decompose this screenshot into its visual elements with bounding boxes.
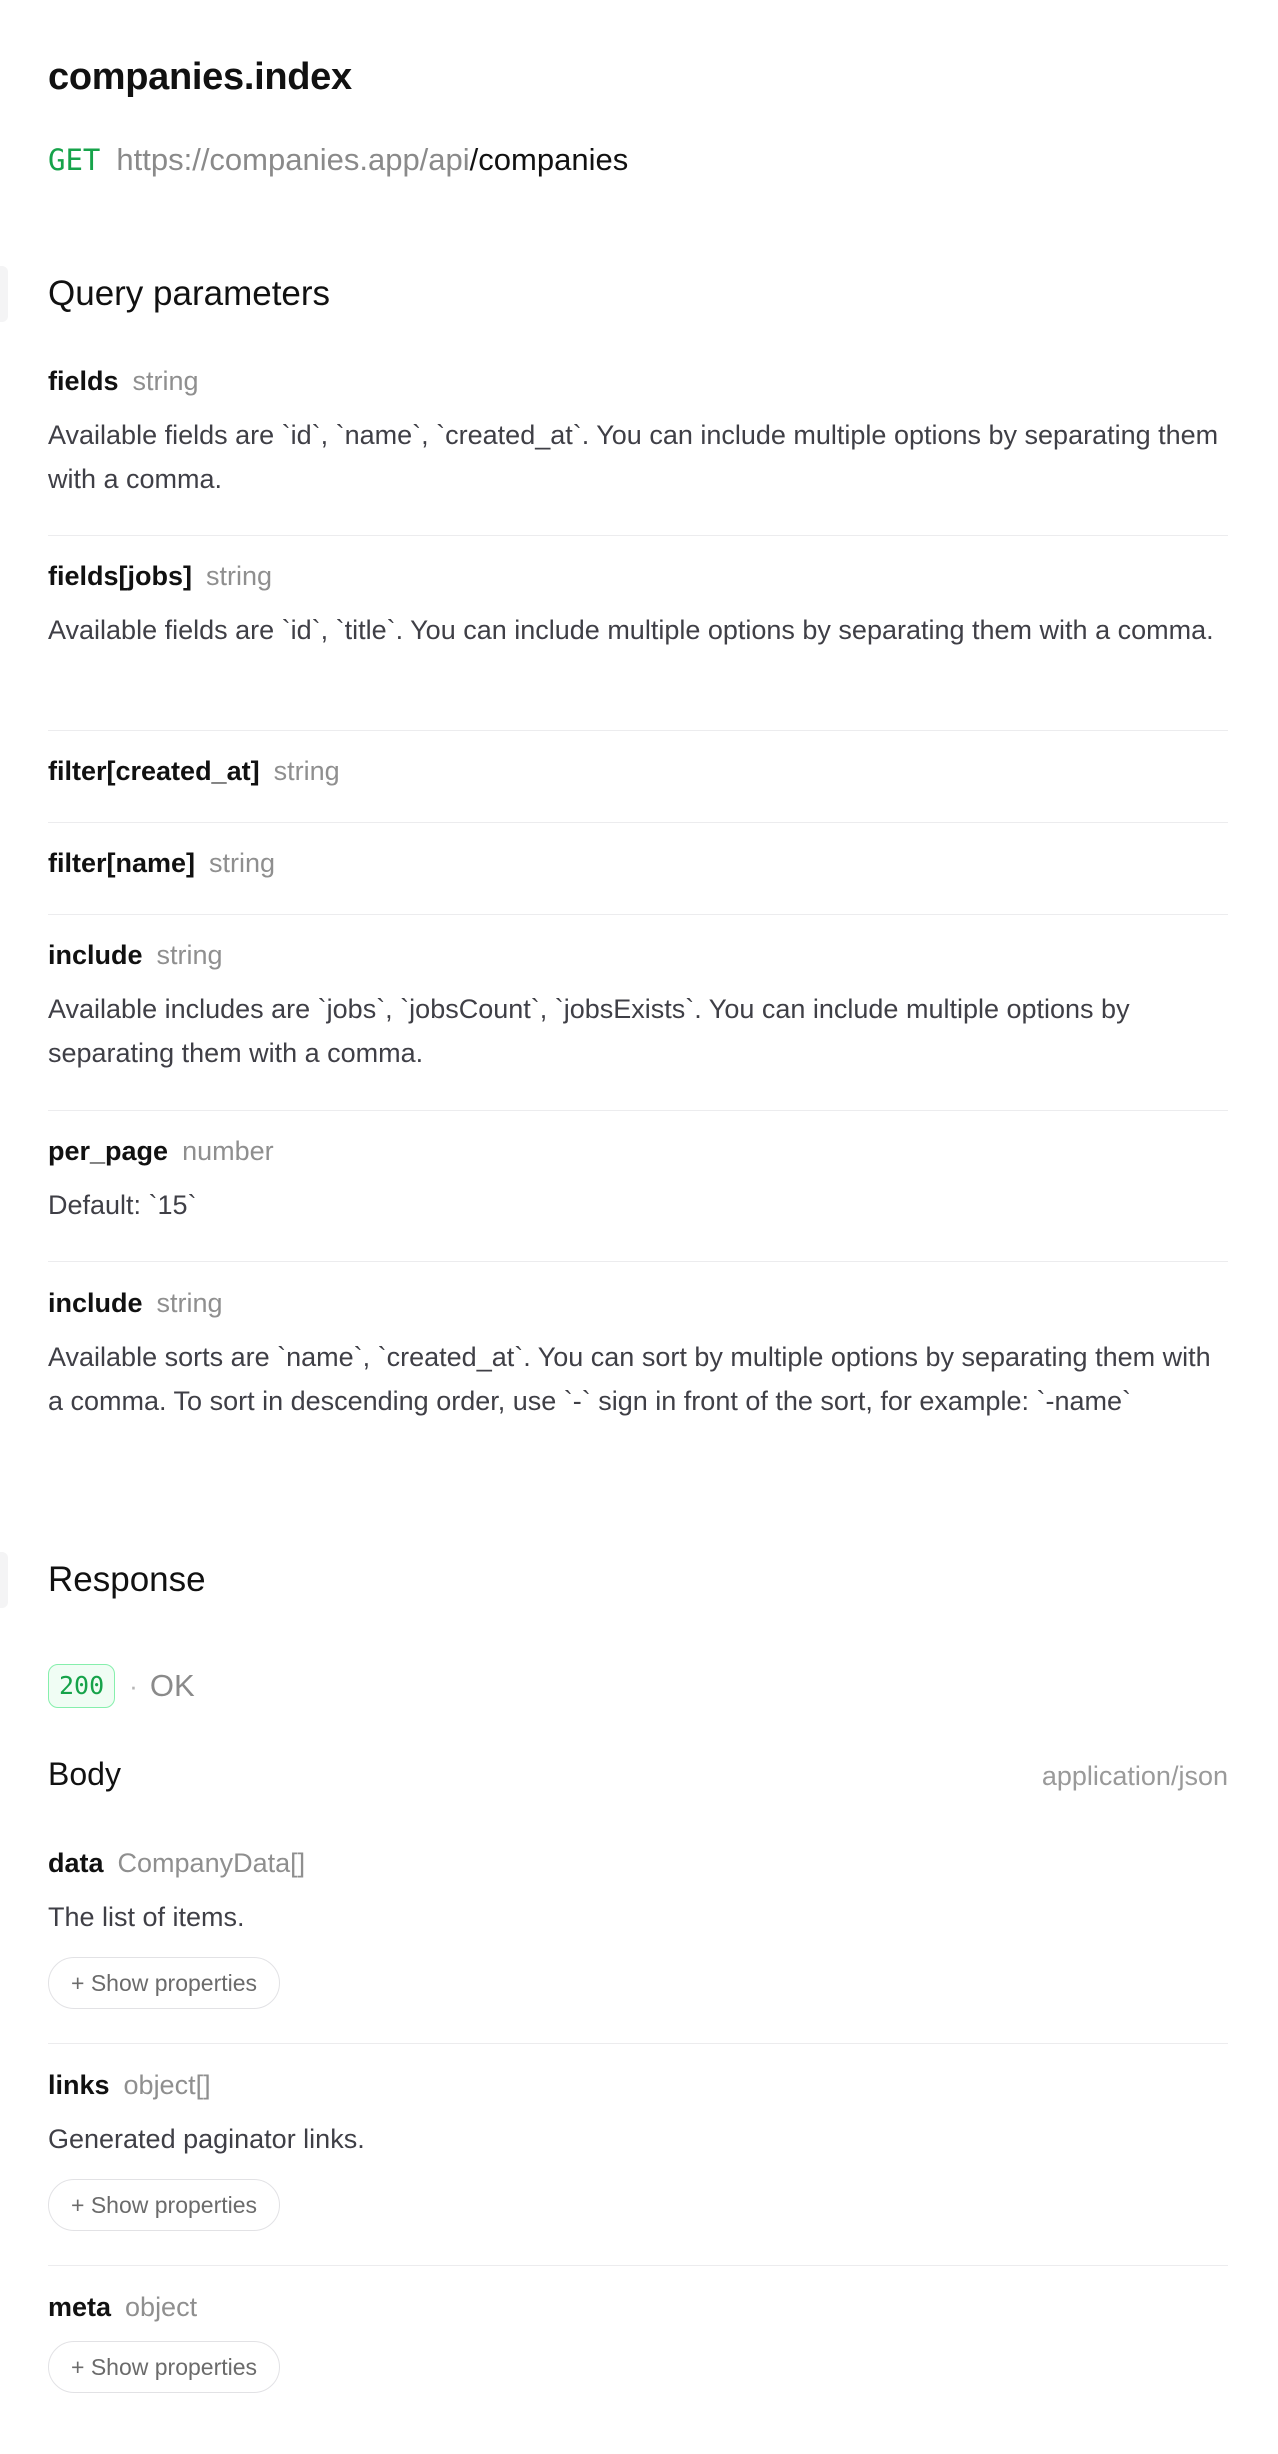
endpoint-path: /companies	[469, 142, 629, 177]
param-type: string	[156, 940, 223, 970]
query-section-tab	[0, 266, 8, 322]
field-name: links	[48, 2070, 110, 2100]
param-type: string	[156, 1288, 223, 1318]
query-param-filter-name	[48, 848, 1228, 879]
param-name: filter[name]	[48, 848, 196, 878]
param-type: number	[182, 1136, 274, 1166]
divider	[48, 1261, 1228, 1262]
param-description: Default: `15`	[48, 1190, 197, 1220]
divider	[48, 730, 1228, 731]
param-description: Available includes are `jobs`, `jobsCount`, `jobsExists`. You can include multiple options by separating them with a comma.	[48, 994, 1130, 1068]
query-param-per-page	[48, 1136, 1228, 1227]
status-text: OK	[149, 1668, 195, 1703]
param-description: Available fields are `id`, `name`, `created_at`. You can include multiple options by separating them with a comma.	[48, 420, 1219, 494]
divider	[48, 822, 1228, 823]
response-status	[48, 1664, 195, 1708]
query-param-include	[48, 940, 1228, 1075]
param-name: fields	[48, 366, 119, 396]
divider	[48, 2043, 1228, 2044]
field-name: data	[48, 1848, 104, 1878]
query-param-sort	[48, 1288, 1228, 1423]
field-type: object[]	[123, 2070, 211, 2100]
query-parameters-heading: Query parameters	[48, 274, 331, 313]
param-description: Available sorts are `name`, `created_at`. You can sort by multiple options by separating them with a comma. To sort in descending order, use `-` sign in front of the sort, for example: `-name`	[48, 1342, 1211, 1416]
show-properties-button[interactable]: + Show properties	[48, 1957, 280, 2009]
http-method: GET	[48, 143, 101, 177]
field-description: Generated paginator links.	[48, 2124, 365, 2154]
param-description: Available fields are `id`, `title`. You can include multiple options by separating them with a comma.	[48, 615, 1214, 645]
param-name: include	[48, 940, 143, 970]
response-heading: Response	[48, 1560, 206, 1599]
param-type: string	[206, 561, 273, 591]
endpoint-url	[48, 142, 628, 178]
param-name: per_page	[48, 1136, 169, 1166]
field-description: The list of items.	[48, 1902, 245, 1932]
status-separator: ·	[129, 1670, 138, 1701]
param-name: fields[jobs]	[48, 561, 193, 591]
divider	[48, 1110, 1228, 1111]
show-properties-button[interactable]: + Show properties	[48, 2179, 280, 2231]
divider	[48, 535, 1228, 536]
query-param-fields	[48, 366, 1228, 501]
response-field-links	[48, 2070, 1228, 2231]
divider	[48, 2265, 1228, 2266]
response-field-meta	[48, 2292, 1228, 2393]
base-url: https://companies.app/api	[116, 142, 470, 177]
divider	[48, 914, 1228, 915]
field-type: object	[125, 2292, 198, 2322]
param-type: string	[273, 756, 340, 786]
response-field-data	[48, 1848, 1228, 2009]
param-type: string	[209, 848, 276, 878]
endpoint-name: companies.index	[48, 56, 352, 98]
status-badge: 200	[48, 1664, 115, 1708]
show-properties-button[interactable]: + Show properties	[48, 2341, 280, 2393]
field-name: meta	[48, 2292, 112, 2322]
param-name: include	[48, 1288, 143, 1318]
query-param-filter-created-at	[48, 756, 1228, 787]
content-type: application/json	[1041, 1761, 1228, 1791]
query-param-fields-jobs	[48, 561, 1228, 652]
body-label: Body	[48, 1756, 121, 1792]
response-body-header	[48, 1756, 1228, 1793]
field-type: CompanyData[]	[117, 1848, 306, 1878]
response-section-tab	[0, 1552, 8, 1608]
param-type: string	[132, 366, 199, 396]
param-name: filter[created_at]	[48, 756, 260, 786]
